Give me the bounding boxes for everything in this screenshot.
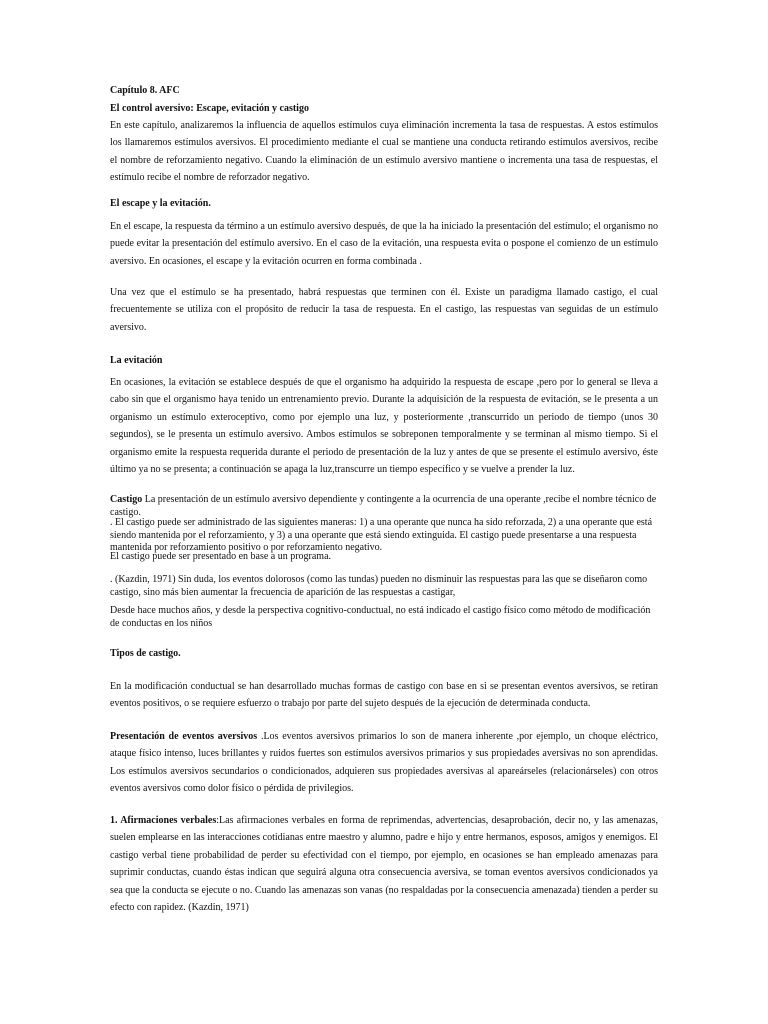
castigo-modes: . El castigo puede ser administrado de las siguientes maneras: 1) a una operante que nunca ha sido reforzada, 2) a una operante que está siendo mantenida por el reforzamiento, y 3) a una operante que está siendo extinguida. El castigo puede presentarse a una respuesta mantenida por reforzamiento positivo o por reforzamiento negativo.: [110, 517, 653, 553]
castigo-definition: [110, 494, 658, 519]
paragraph-evitacion: En ocasiones, la evitación se establece después de que el organismo ha adquirido la respuesta de escape ,pero por lo general se lleva a cabo sin que el organismo haya tenido un entrenamiento previo. Durante la adquisición de la respuesta de evitación, se le presenta a un organismo un estímulo exteroceptivo, como por ejemplo una luz, y posteriormente ,transcurrido un periodo de tiempo (unos 30 segundos), se le presenta un estímulo aversivo. Ambos estímulos se sobreponen temporalmente y se terminan al mismo tiempo. Si el organismo emite la respuesta requerida durante el periodo de presentación de la luz y antes de que se presente el estímulo aversivo, éste último ya no se presenta; a continuación se apaga la luz,transcurre un tiempo específico y se vuelve a prender la luz.: [110, 377, 658, 476]
heading-tipos-castigo: Tipos de castigo.: [110, 648, 181, 659]
intro-paragraph: En este capítulo, analizaremos la influencia de aquellos estímulos cuya eliminación incrementa la tasa de respuestas. A estos estímulos los llamaremos estímulos aversivos. El procedimiento mediante el cual se mantiene una conducta retirando estímulos aversivos, recibe el nombre de reforzamiento negativo. Cuando la eliminación de un estímulo aversivo mantiene o incrementa una tasa de respuestas, el estímulo recibe el nombre de reforzador negativo.: [110, 120, 658, 184]
chapter-subtitle: El control aversivo: Escape, evitación y castigo: [110, 103, 309, 114]
chapter-title: Capítulo 8. AFC: [110, 85, 180, 96]
perspectiva-paragraph: Desde hace muchos años, y desde la perspectiva cognitivo-conductual, no está indicado el castigo físico como método de modificación de conductas en los niños: [110, 605, 651, 629]
paragraph-castigo-intro: Una vez que el estímulo se ha presentado, habrá respuestas que terminen con él. Existe un paradigma llamado castigo, el cual frecuentemente se utiliza con el propósito de reducir la tasa de respuesta. En el castigo, las respuestas van seguidas de un estímulo aversivo.: [110, 287, 658, 333]
castigo-definition-text: La presentación de un estímulo aversivo dependiente y contingente a la ocurrencia de una operante ,recibe el nombre técnico de castigo.: [110, 494, 657, 518]
paragraph-tipos-castigo: En la modificación conductual se han desarrollado muchas formas de castigo con base en si se presentan eventos aversivos, se retiran eventos positivos, o se requiere esfuerzo o trabajo por parte del sujeto después de la ejecución de determinada conducta.: [110, 681, 658, 710]
castigo-programa: El castigo puede ser presentado en base a un programa.: [110, 551, 332, 562]
heading-evitacion: La evitación: [110, 355, 163, 366]
heading-escape-evitacion: El escape y la evitación.: [110, 198, 211, 209]
afirmaciones-text: :Las afirmaciones verbales en forma de reprimendas, advertencias, desaprobación, decir no, y las amenazas, suelen emplearse en las interacciones cotidianas entre maestro y alumno, padre e hijo y entre hermanos, esposos, amigos y enemigos. El castigo verbal tiene probabilidad de perder su efectividad con el tiempo, por ejemplo, en ocasiones se han empleado amenazas para suprimir conductas, cuando éstas indican que seguirá alguna otra consecuencia aversiva, se toman eventos aversivos condicionados ya sea que la conducta se ejecute o no. Cuando las amenazas son vanas (no respaldadas por la consecuencia amenazada) tienden a perder su efecto con rapidez. (Kazdin, 1971): [110, 815, 659, 914]
presentacion-term: Presentación de eventos aversivos: [110, 731, 258, 742]
paragraph-presentacion: [110, 728, 658, 798]
kazdin-quote: . (Kazdin, 1971) Sin duda, los eventos dolorosos (como las tundas) pueden no disminuir las respuestas para las que se diseñaron como castigo, sino más bien aumentar la frecuencia de aparición de las respuestas a castigar,: [110, 574, 648, 598]
afirmaciones-term: 1. Afirmaciones verbales: [110, 815, 217, 826]
presentacion-text: .Los eventos aversivos primarios lo son de manera inherente ,por ejemplo, un choque eléctrico, ataque físico intenso, luces brillantes y ruidos fuertes son estímulos aversivos primarios y sus propiedades aversivas no son aprendidas. Los estímulos aversivos secundarios o condicionados, adquieren sus propiedades aversivas al apareárseles (relacionárseles) con otros eventos aversivos como dolor físico o pérdida de privilegios.: [110, 731, 659, 795]
paragraph-escape: En el escape, la respuesta da término a un estímulo aversivo después, de que la ha iniciado la presentación del estímulo; el organismo no puede evitar la presentación del estímulo aversivo. En el caso de la evitación, una respuesta evita o pospone el comienzo de un estímulo aversivo. En ocasiones, el escape y la evitación ocurren en forma combinada .: [110, 221, 658, 267]
castigo-term: Castigo: [110, 494, 143, 505]
paragraph-afirmaciones: [110, 812, 658, 916]
